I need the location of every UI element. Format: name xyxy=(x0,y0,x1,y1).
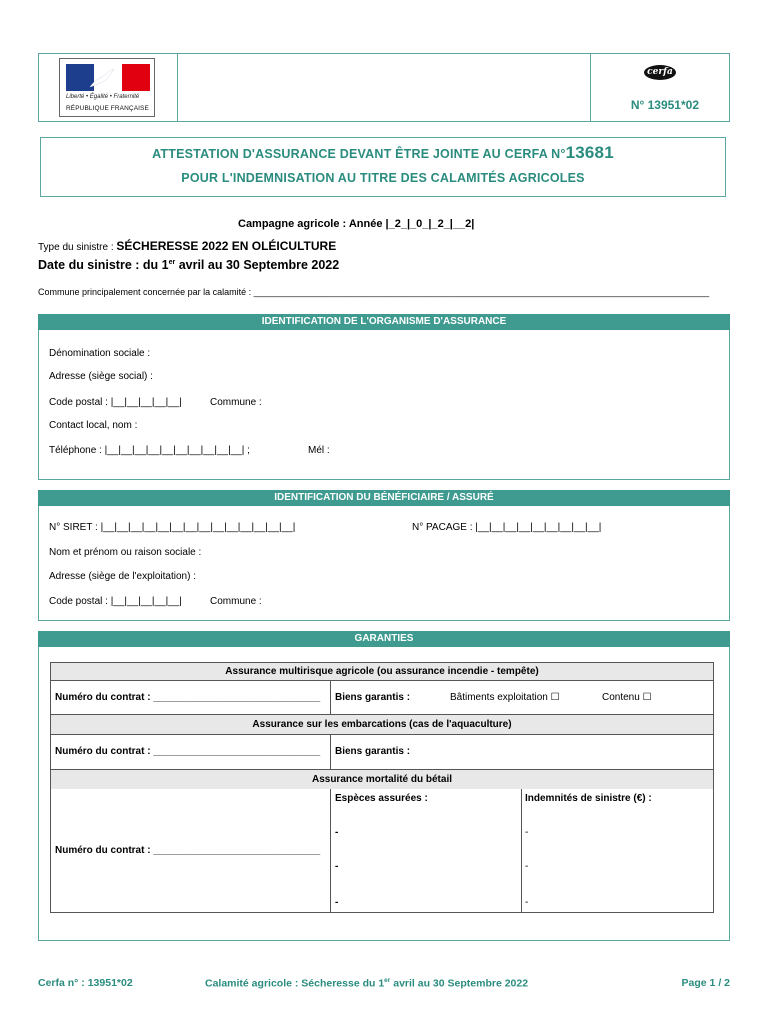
republic-motto: Liberté • Égalité • Fraternité xyxy=(66,94,140,100)
nom-raison-sociale-field[interactable]: Nom et prénom ou raison sociale : xyxy=(49,547,202,558)
beneficiaire-section-header: IDENTIFICATION DU BÉNÉFICIAIRE / ASSURÉ xyxy=(38,490,730,506)
embarcations-row xyxy=(51,735,713,770)
mortalite-numero-contrat[interactable]: Numéro du contrat : ______________________________ xyxy=(55,845,321,856)
republique-francaise-logo xyxy=(59,58,155,117)
batiments-checkbox[interactable]: Bâtiments exploitation ☐ xyxy=(450,692,560,703)
indemnite-3-field[interactable]: - xyxy=(525,897,529,908)
page-header xyxy=(38,53,730,122)
denomination-field[interactable]: Dénomination sociale : xyxy=(49,348,151,359)
embarcations-numero-contrat[interactable]: Numéro du contrat : ______________________________ xyxy=(55,746,321,757)
commune-field[interactable]: Commune : xyxy=(210,397,262,408)
footer-cerfa-number: Cerfa n° : 13951*02 xyxy=(38,977,133,989)
title-line-2: POUR L'INDEMNISATION AU TITRE DES CALAMITÉS AGRICOLES xyxy=(181,171,585,185)
embarcations-biens-garantis: Biens garantis : xyxy=(335,746,411,757)
indemnites-label: Indemnités de sinistre (€) : xyxy=(525,793,652,804)
siret-field[interactable]: N° SIRET : |__|__|__|__|__|__|__|__|__|__|__|__|__|__| xyxy=(49,522,296,533)
multirisque-row xyxy=(51,681,713,715)
espece-2-field[interactable]: - xyxy=(335,861,339,872)
adresse-siege-field[interactable]: Adresse (siège social) : xyxy=(49,371,153,382)
commune-concernee-field[interactable]: Commune principalement concernée par la calamité : ___________________________________________________________________________________________ xyxy=(38,287,710,297)
garanties-section-header: GARANTIES xyxy=(38,631,730,647)
code-postal-beneficiaire-field[interactable]: Code postal : |__|__|__|__|__| xyxy=(49,596,182,607)
embarcations-header: Assurance sur les embarcations (cas de l'aquaculture) xyxy=(51,715,713,735)
multirisque-biens-garantis: Biens garantis : xyxy=(335,692,411,703)
french-flag-icon xyxy=(66,64,150,91)
commune-beneficiaire-field[interactable]: Commune : xyxy=(210,596,262,607)
republic-label: RÉPUBLIQUE FRANÇAISE xyxy=(66,105,149,112)
cerfa-cell xyxy=(590,54,729,121)
garanties-table xyxy=(50,662,714,913)
especes-assurees-label: Espèces assurées : xyxy=(335,793,428,804)
mel-field[interactable]: Mél : xyxy=(308,445,330,456)
title-line-1: ATTESTATION D'ASSURANCE DEVANT ÊTRE JOINTE AU CERFA N°13681 xyxy=(152,143,614,162)
organisme-section xyxy=(38,330,730,480)
contenu-checkbox[interactable]: Contenu ☐ xyxy=(602,692,652,703)
multirisque-numero-contrat[interactable]: Numéro du contrat : ______________________________ xyxy=(55,692,321,703)
pacage-field[interactable]: N° PACAGE : |__|__|__|__|__|__|__|__|__| xyxy=(412,522,602,533)
mortalite-header: Assurance mortalité du bétail xyxy=(51,770,713,789)
type-sinistre: Type du sinistre : SÉCHERESSE 2022 EN OLÉICULTURE xyxy=(38,239,337,253)
title-box xyxy=(40,137,726,197)
adresse-exploitation-field[interactable]: Adresse (siège de l'exploitation) : xyxy=(49,571,196,582)
cerfa-logo: cerfa xyxy=(644,65,676,80)
title-cerfa-number: 13681 xyxy=(565,143,614,162)
telephone-field[interactable]: Téléphone : |__|__|__|__|__|__|__|__|__|__| ; xyxy=(49,445,250,456)
espece-1-field[interactable]: - xyxy=(335,827,339,838)
indemnite-1-field[interactable]: - xyxy=(525,827,529,838)
footer-calamite: Calamité agricole : Sécheresse du 1er avril au 30 Septembre 2022 xyxy=(205,977,529,990)
contact-local-field[interactable]: Contact local, nom : xyxy=(49,420,138,431)
date-sinistre: Date du sinistre : du 1er avril au 30 Septembre 2022 xyxy=(38,258,340,272)
cerfa-number: N° 13951*02 xyxy=(630,98,699,112)
organisme-section-header: IDENTIFICATION DE L'ORGANISME D'ASSURANCE xyxy=(38,314,730,330)
multirisque-header: Assurance multirisque agricole (ou assurance incendie - tempête) xyxy=(51,663,713,681)
beneficiaire-section xyxy=(38,506,730,621)
logo-cell xyxy=(39,54,178,121)
footer-page-number: Page 1 / 2 xyxy=(681,977,730,989)
indemnite-2-field[interactable]: - xyxy=(525,861,529,872)
espece-3-field[interactable]: - xyxy=(335,897,339,908)
campagne-agricole: Campagne agricole : Année |_2_|_0_|_2_|__2| xyxy=(238,218,475,230)
code-postal-field[interactable]: Code postal : |__|__|__|__|__| xyxy=(49,397,182,408)
